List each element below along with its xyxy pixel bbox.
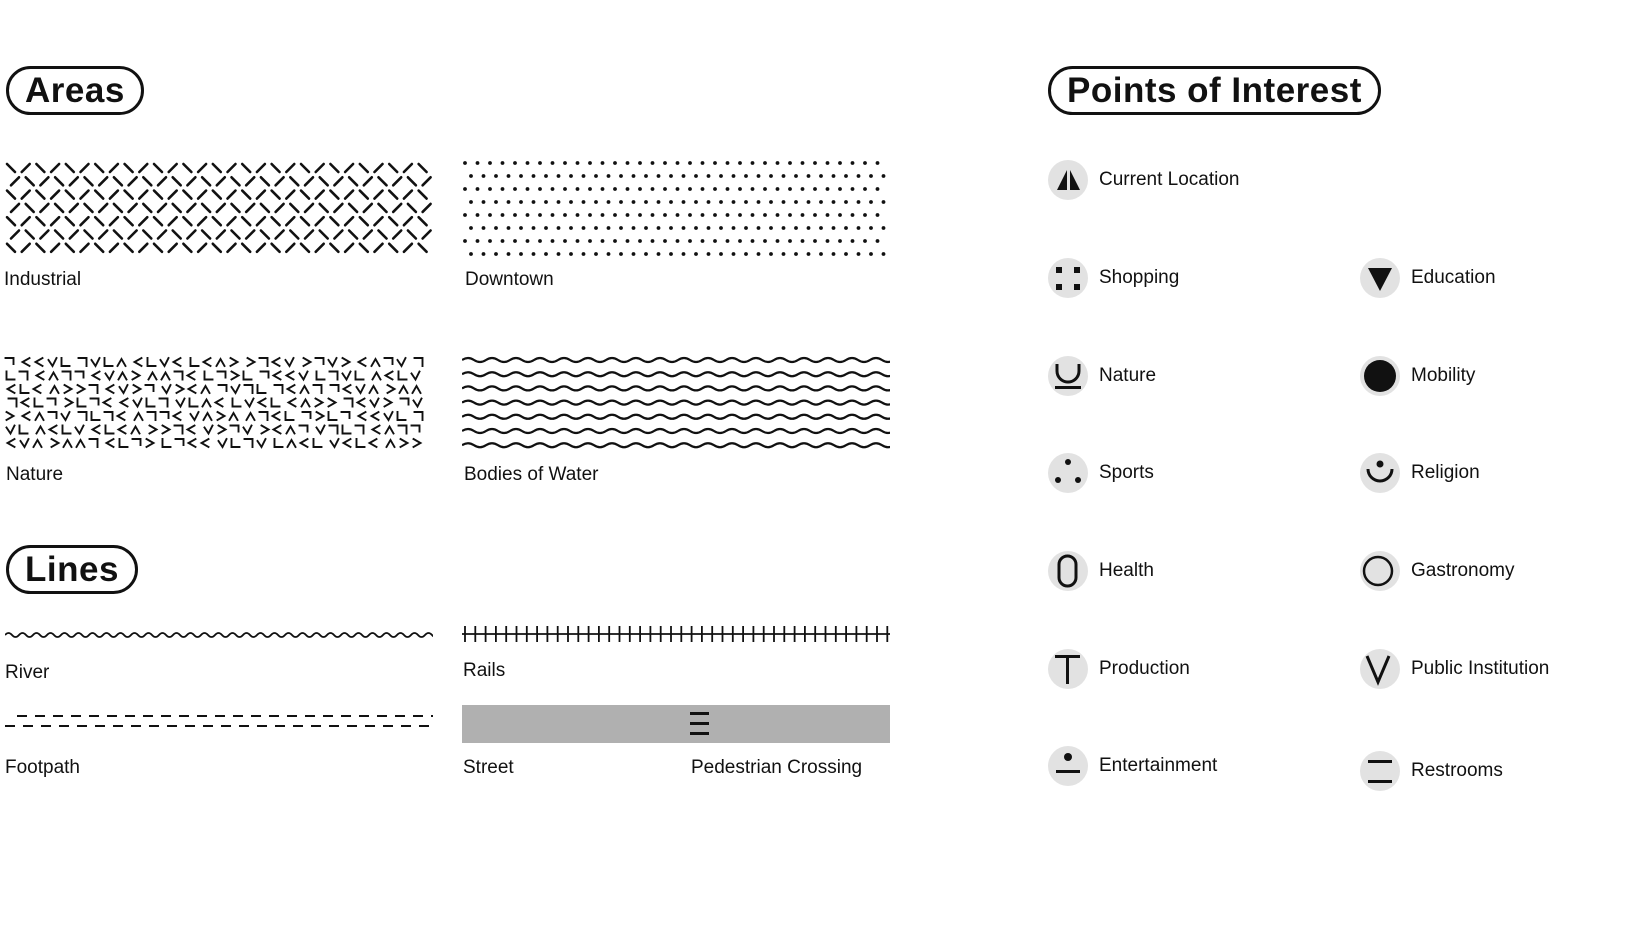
industrial-label: Industrial <box>4 269 82 290</box>
river-line-swatch <box>5 624 433 646</box>
poi-label: Religion <box>1411 462 1480 483</box>
poi-label: Mobility <box>1411 365 1476 386</box>
education-icon <box>1360 258 1400 298</box>
industrial-pattern-swatch <box>4 158 434 260</box>
mobility-icon <box>1360 356 1400 396</box>
footpath-label: Footpath <box>5 757 80 778</box>
gastronomy-icon <box>1360 551 1400 591</box>
poi-production <box>1048 648 1190 690</box>
poi-label: Gastronomy <box>1411 560 1515 581</box>
water-pattern-swatch <box>462 352 890 454</box>
bodies-of-water-label: Bodies of Water <box>464 464 599 485</box>
poi-label: Production <box>1099 658 1190 679</box>
poi-label: Nature <box>1099 365 1157 386</box>
rails-label: Rails <box>463 660 506 681</box>
street-swatch <box>462 705 890 743</box>
rails-line-swatch <box>462 622 890 646</box>
poi-label: Shopping <box>1099 267 1180 288</box>
areas-heading: Areas <box>6 66 144 115</box>
footpath-line-swatch <box>5 710 433 732</box>
lines-heading: Lines <box>6 545 138 594</box>
poi-public-institution <box>1360 648 1549 690</box>
river-label: River <box>5 662 50 683</box>
downtown-label: Downtown <box>465 269 554 290</box>
street-label: Street <box>463 757 514 778</box>
downtown-pattern-swatch <box>462 158 890 260</box>
nature-icon <box>1048 356 1088 396</box>
street-band <box>462 705 890 743</box>
poi-label: Entertainment <box>1099 755 1218 776</box>
health-icon <box>1048 551 1088 591</box>
nature-area-label: Nature <box>6 464 64 485</box>
poi-label: Health <box>1099 560 1154 581</box>
religion-icon <box>1360 453 1400 493</box>
poi-religion <box>1360 452 1480 494</box>
poi-mobility <box>1360 355 1475 397</box>
poi-label: Sports <box>1099 462 1154 483</box>
points-of-interest-heading: Points of Interest <box>1048 66 1381 115</box>
shopping-icon <box>1048 258 1088 298</box>
poi-label: Public Institution <box>1411 658 1550 679</box>
public-institution-icon <box>1360 649 1400 689</box>
poi-gastronomy <box>1360 550 1514 592</box>
poi-restrooms <box>1360 750 1503 792</box>
entertainment-icon <box>1048 746 1088 786</box>
poi-education <box>1360 257 1496 299</box>
poi-health <box>1048 550 1154 592</box>
poi-label: Education <box>1411 267 1496 288</box>
restrooms-icon <box>1360 751 1400 791</box>
pedestrian-crossing-label: Pedestrian Crossing <box>691 757 863 778</box>
poi-current-location <box>1048 159 1239 201</box>
poi-shopping <box>1048 257 1179 299</box>
poi-nature <box>1048 355 1156 397</box>
location-icon <box>1048 160 1088 200</box>
poi-sports <box>1048 452 1154 494</box>
sports-icon <box>1048 453 1088 493</box>
poi-label: Current Location <box>1099 169 1240 190</box>
nature-pattern-swatch <box>4 352 434 454</box>
poi-entertainment <box>1048 745 1217 787</box>
poi-label: Restrooms <box>1411 760 1503 781</box>
production-icon <box>1048 649 1088 689</box>
